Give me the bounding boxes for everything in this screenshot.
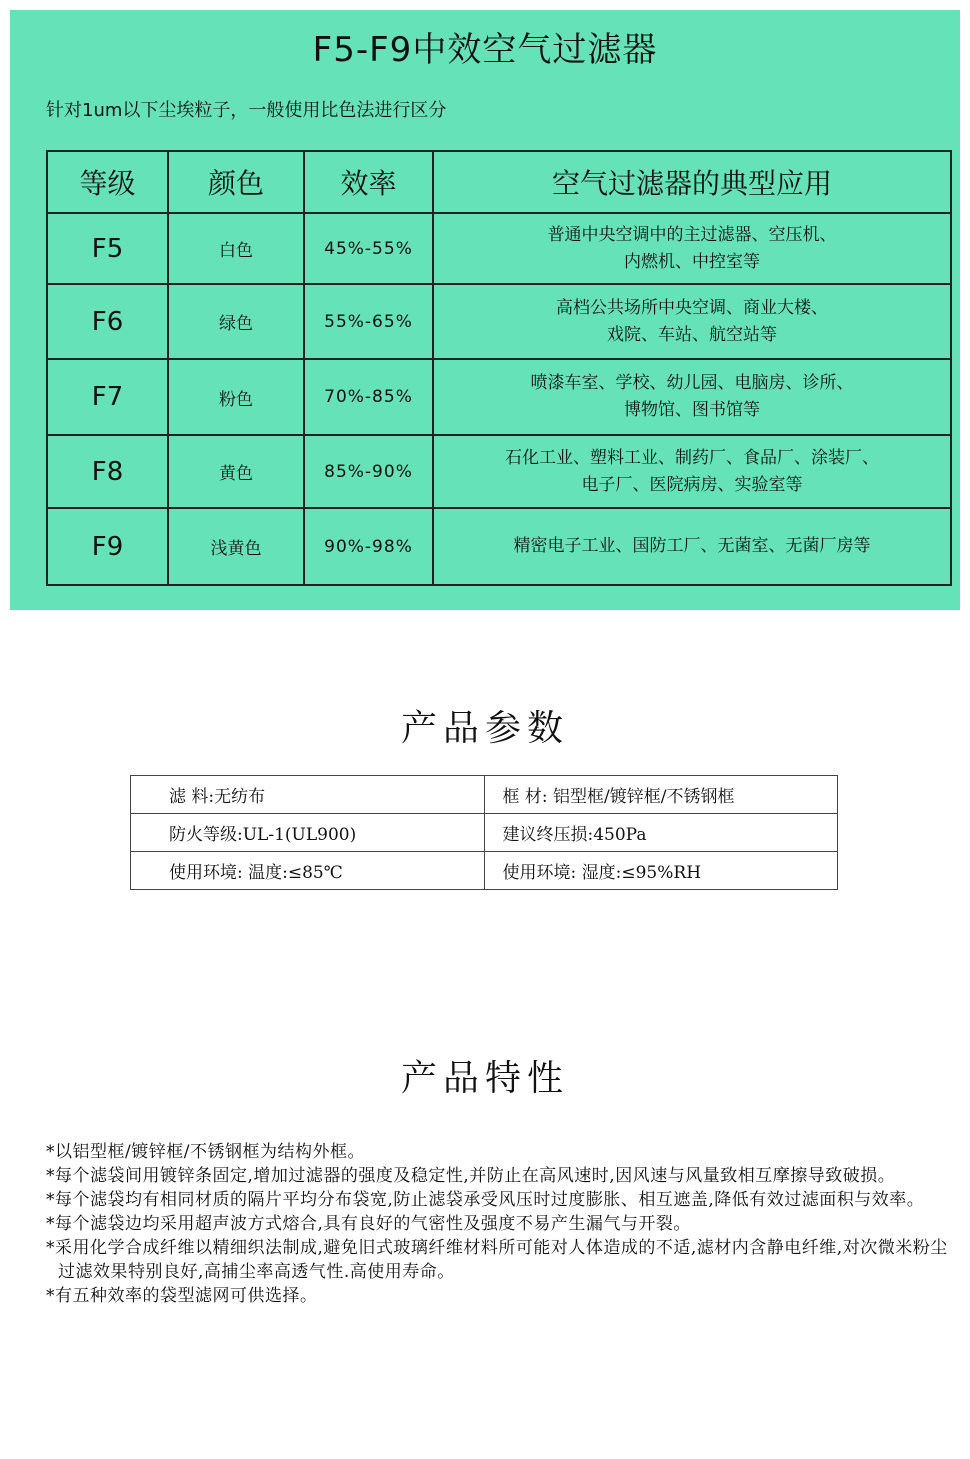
grade-cell: F5 — [47, 213, 168, 284]
application-line: 高档公共场所中央空调、商业大楼、 — [556, 297, 828, 318]
efficiency-cell: 85%-90% — [304, 435, 433, 508]
color-cell: 白色 — [168, 213, 304, 284]
efficiency-cell: 70%-85% — [304, 359, 433, 435]
color-cell: 黄色 — [168, 435, 304, 508]
params-title: 产品参数 — [400, 708, 569, 749]
application-line: 电子厂、医院病房、实验室等 — [581, 474, 803, 495]
param-cell: 建议终压损:450Pa — [484, 814, 838, 852]
feature-item: *采用化学合成纤维以精细织法制成,避免旧式玻璃纤维材料所可能对人体造成的不适,滤材内含静电纤维,对次微米粉尘过滤效果特别良好,高捕尘率高透气性.高使用寿命。 — [46, 1238, 948, 1282]
feature-item: *以铝型框/镀锌框/不锈钢框为结构外框。 — [46, 1142, 365, 1162]
grade-cell: F9 — [47, 508, 168, 585]
color-cell: 浅黄色 — [168, 508, 304, 585]
grade-cell: F8 — [47, 435, 168, 508]
feature-item: *每个滤袋边均采用超声波方式熔合,具有良好的气密性及强度不易产生漏气与开裂。 — [46, 1214, 691, 1234]
param-cell: 滤 料:无纺布 — [131, 776, 485, 814]
application-line: 喷漆车室、学校、幼儿园、电脑房、诊所、 — [530, 373, 854, 393]
table-row — [47, 359, 951, 435]
table-row — [131, 852, 838, 890]
param-cell: 框 材: 铝型框/镀锌框/不锈钢框 — [484, 776, 838, 814]
table-header-row — [47, 151, 951, 213]
grade-cell: F7 — [47, 359, 168, 435]
table-row — [47, 284, 951, 359]
efficiency-cell: 55%-65% — [304, 284, 433, 359]
application-line: 戏院、车站、航空站等 — [607, 324, 777, 345]
features-list — [46, 1140, 951, 1308]
table-row — [47, 213, 951, 284]
efficiency-cell: 90%-98% — [304, 508, 433, 585]
color-cell: 粉色 — [168, 359, 304, 435]
application-cell — [433, 508, 951, 585]
page-title: F5-F9中效空气过滤器 — [312, 30, 658, 70]
param-cell: 使用环境: 湿度:≤95%RH — [484, 852, 838, 890]
application-line: 精密电子工业、国防工厂、无菌室、无菌厂房等 — [513, 536, 871, 556]
header-grade: 等级 — [47, 151, 168, 213]
application-cell — [433, 435, 951, 508]
application-line: 博物馆、图书馆等 — [624, 400, 760, 420]
feature-item: *每个滤袋间用镀锌条固定,增加过滤器的强度及稳定性,并防止在高风速时,因风速与风量致相互摩擦导致破损。 — [46, 1166, 896, 1186]
params-table — [130, 775, 838, 890]
color-cell: 绿色 — [168, 284, 304, 359]
features-title: 产品特性 — [400, 1058, 569, 1099]
application-cell — [433, 359, 951, 435]
application-cell — [433, 284, 951, 359]
table-row — [47, 508, 951, 585]
header-efficiency: 效率 — [304, 151, 433, 213]
feature-item: *每个滤袋均有相同材质的隔片平均分布袋宽,防止滤袋承受风压时过度膨胀、相互遮盖,降低有效过滤面积与效率。 — [46, 1190, 925, 1210]
grade-cell: F6 — [47, 284, 168, 359]
application-line: 石化工业、塑料工业、制药厂、食品厂、涂装厂、 — [505, 447, 879, 468]
table-row — [131, 776, 838, 814]
application-line: 内燃机、中控室等 — [624, 251, 760, 272]
header-application: 空气过滤器的典型应用 — [433, 151, 951, 213]
header-color: 颜色 — [168, 151, 304, 213]
application-cell — [433, 213, 951, 284]
param-cell: 防火等级:UL-1(UL900) — [131, 814, 485, 852]
application-line: 普通中央空调中的主过滤器、空压机、 — [547, 224, 837, 245]
grade-table — [46, 150, 952, 586]
param-cell: 使用环境: 温度:≤85℃ — [131, 852, 485, 890]
feature-item: *有五种效率的袋型滤网可供选择。 — [46, 1286, 318, 1306]
efficiency-cell: 45%-55% — [304, 213, 433, 284]
subtitle: 针对1um以下尘埃粒子，一般使用比色法进行区分 — [46, 100, 447, 121]
table-row — [47, 435, 951, 508]
filter-grade-panel — [10, 10, 960, 610]
table-row — [131, 814, 838, 852]
